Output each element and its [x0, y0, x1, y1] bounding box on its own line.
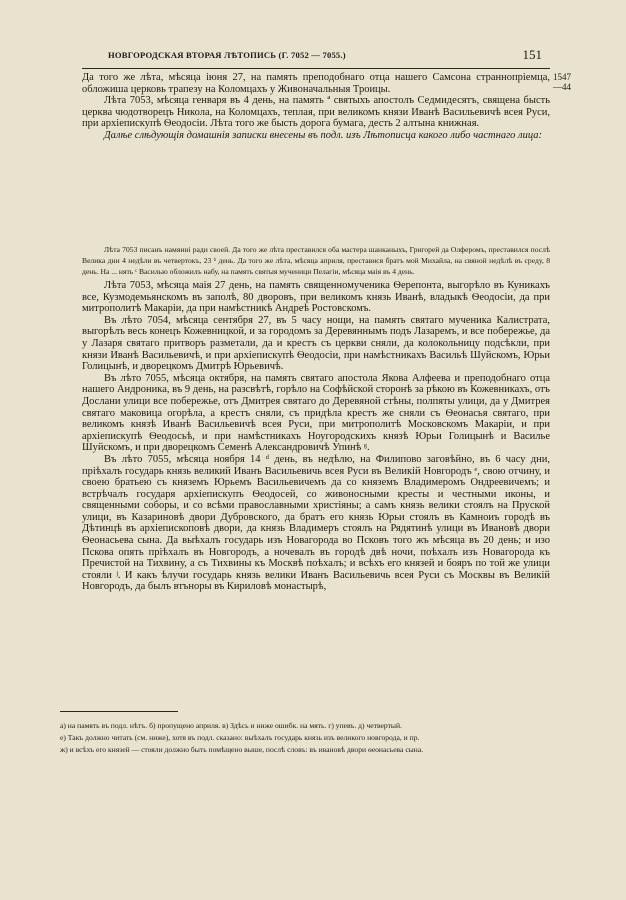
- small-print-paragraph: Лѣта 7053 писанъ намяинi ради своей. Да того же лѣта преставился оба мастера шанканыхъ, Григорей да Олферомъ, преставился послѣ Велика дни 4 недѣли въ четвертокъ, 23 ᵇ день. Да того же лѣта, мѣсяца априля, преставися братъ мой Михайла, на свяной недѣлѣ въ среду, 8 день. На ... нять ᶜ Василью обложилъ набу, на память святыя мученици Пелагiи, мѣсяца маiя въ 4 день.: [82, 245, 550, 276]
- paragraph-7053-january: Лѣта 7053, мѣсяца генваря въ 4 день, на память ª святыхъ апостолъ Седмидесятъ, священа бысть церква чюдотворецъ Никола, на Коломцахъ, теплая, при великомъ князи Иванѣ Васильевичѣ всея Руси, при архiепискупѣ Ѳеодосiи. Лѣта того же бысть дорога бумага, десть 2 алтына книжная.: [82, 95, 550, 130]
- paragraph-7055-november: Въ лѣто 7055, мѣсяца ноября 14 ᵈ день, въ недѣлю, на Филипово заговѣйно, въ 6 часу дни, прiѣхалъ государь князь великий Иванъ Васильевичь всея Руси въ Великiй Новгородъ ᵉ, свою отчину, и своею братьею съ княземъ Юрьемъ Васильевичемъ да со княземъ Владимеромъ Ондреевичемъ; и встрѣчалъ государя архiепискупъ Ѳеодосей, со живоносными кресты и честными иконы, и священными соборы, и со всѣми православными христiяны; а самъ князь велики стоялъ на Пруской улици, въ Казариновѣ двори Дубровского, да братъ его князь Юрьи стоялъ въ Камноиъ городѣ въ Дѣтинцѣ въ архiепископовѣ двори, да князь Владимеръ стоялъ на Рядятинѣ улици въ Ивановѣ двори Ѳеонасьева сына. Да выѣхалъ государь изъ Новагорода во Псковъ того жъ мѣсяца въ 20 день; и изо Пскова опять прiѣхалъ въ Новгородъ, а ночевалъ въ городѣ двѣ ночи, поѣхалъ изъ Новагорода къ Пречистой на Тихвину, а съ Тихвины къ Москвѣ поѣхалъ; и всѣхъ его князей и бояръ по той же улици стояли ʲ. И какъ ѣлучи государь князь велики Иванъ Васильевичь всея Руси съ Москвы въ Великiй Новгородъ, да былъ втъноры въ Кириловѣ монастырѣ,: [82, 453, 550, 593]
- main-text-section: [82, 280, 550, 593]
- header-title: НОВГОРОДСКАЯ ВТОРАЯ ЛѢТОПИСЬ (Г. 7052 — 7055.): [108, 50, 346, 60]
- margin-year-note: 1547 —44: [553, 72, 571, 92]
- footnote-divider: [60, 711, 178, 712]
- paragraph-7053-may: Лѣта 7053, мѣсяца маiя 27 день, на память священномученика Ѳерепонта, выгорѣло въ Куникахъ все, Кузмодемьянскомъ въ заполѣ, 80 дворовъ, при великомъ князь Иванѣ, владыкѣ Ѳеодосiи, да при митрополитѣ Макарiи, да при намѣстникѣ Андреѣ Ростовскомъ.: [82, 280, 550, 315]
- editorial-note: Далѣе слѣдующiя домашнiя записки внесены въ подл. изъ Лѣтописца какого либо частнаго лица:: [104, 129, 543, 141]
- running-header: [82, 46, 550, 69]
- paragraph-trapeza: Да того же лѣта, мѣсяца iюня 27, на память преподобнаго отца нашего Самсона страннопрiемца, обложиша церковь трапезу на Коломцахъ у Живоначальныя Троицы.: [82, 72, 550, 95]
- page-number: 151: [522, 47, 542, 62]
- paragraph-7055-october: Въ лѣто 7055, мѣсяца октября, на память святаго апостола Якова Алфеева и преподобнаго отца нашего Андроника, въ 9 день, на разсвѣтѣ, горѣло на Софѣйской сторонѣ за рѣкою въ Кожевникахъ, отъ Дослани улици все побережье, отъ Дмитрея святаго до Деревяной стѣны, полпяты улици, да у Дмитрея святаго маковица огорѣла, а крестъ сняли, съ придѣла крестъ же сняли съ Ѳеонасья святаго, при великомъ князѣ Иванѣ Васильевичѣ всея Руси, при митрополитѣ Московскомъ Макарiи, и при архiепискупѣ Ѳеодосьѣ, и при намѣстникахъ Ноугородскихъ князѣ Юрьи Голицынѣ и Василье Шуйскомъ, и при дворецкомъ Семенѣ Александровичѣ Упинѣ ᵍ.: [82, 372, 550, 454]
- footnote-line: а) на память въ подл. нѣтъ. б) пропущено априля. в) Здѣсь и ниже ошибк. на мять. г) упевъ. д) четвертый.: [60, 721, 402, 730]
- small-print-notes: [82, 245, 550, 277]
- footnotes: [60, 720, 560, 756]
- footnote-line: ж) и всѣхъ его князей — стояли должно быть помѣщено выше, послѣ словъ: въ ивановѣ двори ѳеонасьева сына.: [60, 745, 424, 754]
- top-text-section: [82, 72, 550, 142]
- footnote-line: е) Такъ должно читать (см. ниже), хотя въ подл. сказано: выѣхалъ государь князь изъ великого новгорода, и пр.: [60, 733, 420, 742]
- paragraph-7054-september: Въ лѣто 7054, мѣсяца сентября 27, въ 5 часу нощи, на память святаго мученика Калистрата, выгорѣлъ весь конецъ Кожевницкой, и за городомъ за Деревяннымъ подъ Лазаремъ, и все побережье, да у Лазаря святаго притворъ разметали, да и крестъ съ церкви сняли, да колокольницу подсѣкли, при князи Иванѣ Васильевичѣ, и при архiепискупѣ Ѳеодосiи, при намѣстникахъ Васильѣ Шуйскомъ, Юрьи Голицынѣ, и дворецкомъ Дмитрѣ Юрьевичѣ.: [82, 314, 550, 373]
